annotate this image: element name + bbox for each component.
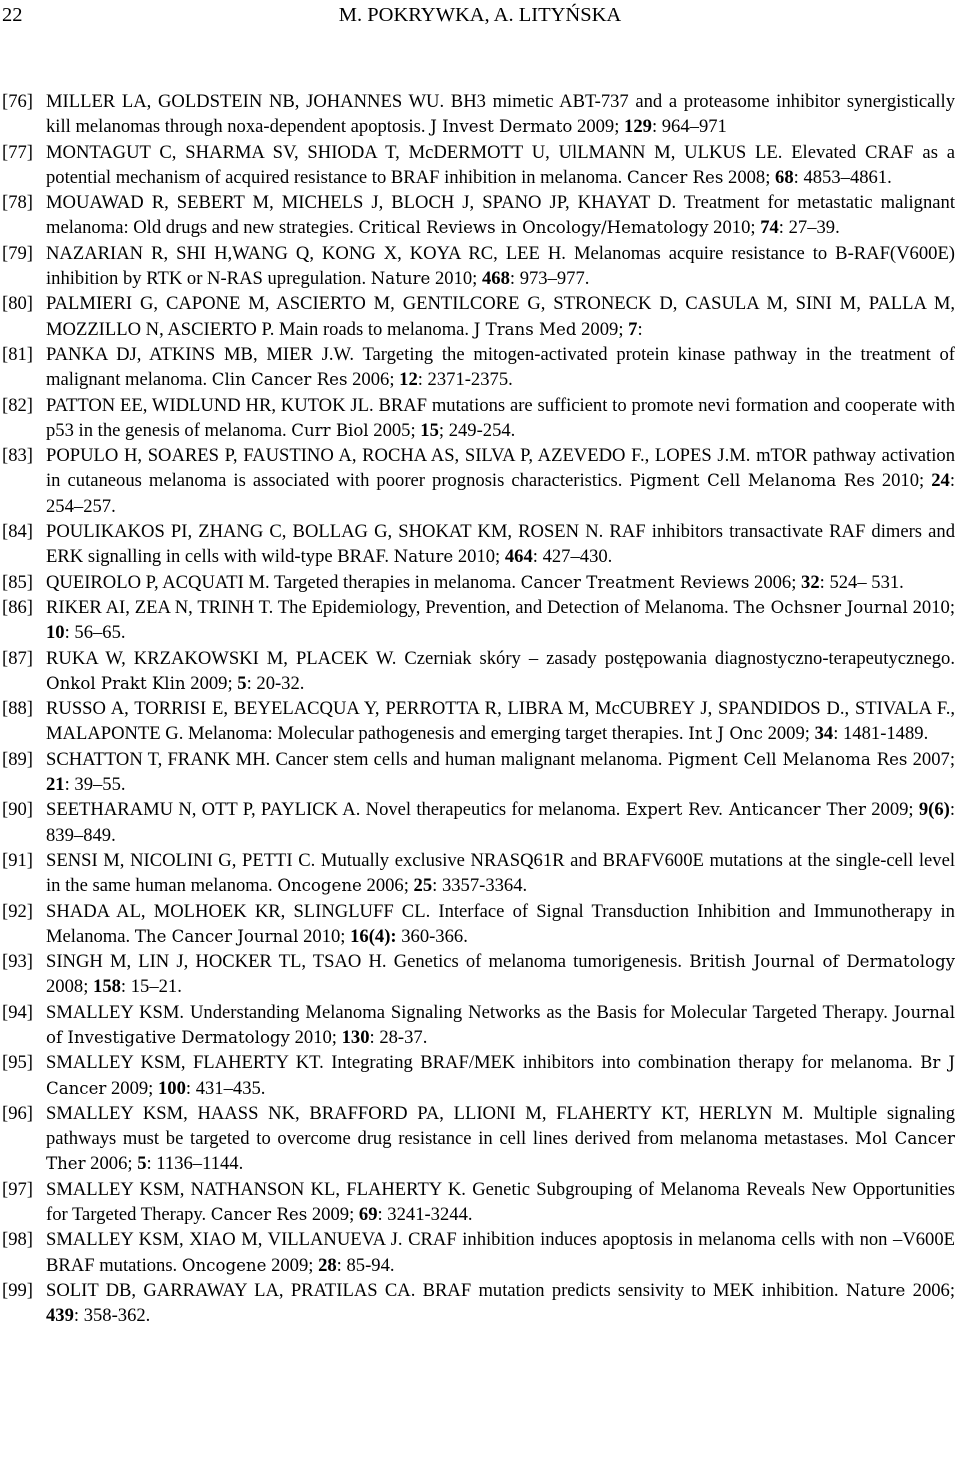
reference-year: 2010; bbox=[912, 596, 955, 618]
reference-title: BH3 mimetic ABT-737 and a proteasome inhibitor synergistically kill melanomas through noxa-dependent apoptosis. bbox=[46, 91, 955, 138]
reference-pages: : 2371-2375. bbox=[417, 369, 513, 391]
reference-number: [80] bbox=[2, 293, 33, 315]
reference-number: [77] bbox=[2, 141, 33, 163]
reference-volume: 130 bbox=[341, 1026, 370, 1048]
reference-number: [92] bbox=[2, 900, 33, 922]
reference-title: The Epidemiology, Prevention, and Detection of Melanoma. bbox=[277, 596, 729, 618]
reference-number: [90] bbox=[2, 799, 33, 821]
reference-volume: 21 bbox=[46, 774, 65, 796]
reference-volume: 74 bbox=[760, 217, 779, 239]
reference-authors: SHADA AL, MOLHOEK KR, SLINGLUFF CL. bbox=[46, 900, 431, 922]
reference-title: mTOR pathway activation in cutaneous melanoma is associated with poorer prognosis characteristics. bbox=[46, 445, 955, 492]
reference-authors: PALMIERI G, CAPONE M, ASCIERTO M, GENTILCORE G, STRONECK D, CASULA M, SINI M, PALLA M, MOZZILLO N, ASCIERTO P. bbox=[46, 293, 955, 340]
reference-journal: J Invest Dermato bbox=[430, 117, 573, 137]
reference-entry bbox=[0, 570, 955, 595]
reference-pages: : 3357-3364. bbox=[432, 875, 528, 897]
reference-entry bbox=[0, 949, 955, 1000]
reference-entry bbox=[0, 1278, 955, 1329]
reference-year: 2007; bbox=[912, 748, 955, 770]
reference-title: Cancer stem cells and human malignant melanoma. bbox=[275, 748, 663, 770]
reference-pages: : 427–430. bbox=[532, 546, 613, 568]
reference-pages: 360-366. bbox=[396, 925, 468, 947]
reference-title: Understanding Melanoma Signaling Networks as the Basis for Molecular Targeted Therapy. bbox=[190, 1001, 888, 1023]
reference-journal: Mol Cancer Ther bbox=[46, 1129, 955, 1174]
reference-authors: SENSI M, NICOLINI G, PETTI C. bbox=[46, 849, 316, 871]
page-number: 22 bbox=[2, 4, 23, 26]
reference-year: 2006; bbox=[912, 1279, 955, 1301]
reference-pages: : 254–257. bbox=[46, 470, 956, 517]
reference-entry bbox=[0, 140, 955, 191]
reference-number: [91] bbox=[2, 849, 33, 871]
reference-number: [85] bbox=[2, 571, 33, 593]
reference-volume: 9(6) bbox=[918, 799, 950, 821]
reference-journal: Br J Cancer bbox=[46, 1053, 955, 1098]
reference-title: Targeting the mitogen-activated protein kinase pathway in the treatment of malignant melanoma. bbox=[46, 343, 956, 391]
reference-journal: Clin Cancer Res bbox=[211, 370, 348, 390]
reference-journal: Int J Onc bbox=[688, 724, 763, 744]
reference-title: Treatment for metastatic malignant melanoma: Old drugs and new strategies. bbox=[46, 192, 955, 239]
reference-title: Melanomas acquire resistance to B-RAF(V600E) inhibition by RTK or N-RAS upregulation. bbox=[46, 242, 955, 290]
reference-pages: : 15–21. bbox=[120, 976, 182, 998]
reference-volume: 7 bbox=[628, 318, 638, 340]
reference-volume: 28 bbox=[318, 1254, 337, 1276]
reference-volume: 24 bbox=[931, 470, 950, 492]
reference-year: 2008; bbox=[728, 166, 771, 188]
reference-number: [84] bbox=[2, 521, 33, 543]
reference-journal: Pigment Cell Melanoma Res bbox=[667, 749, 908, 769]
reference-authors: SINGH M, LIN J, HOCKER TL, TSAO H. bbox=[46, 951, 387, 973]
reference-volume: 12 bbox=[399, 369, 418, 391]
reference-year: 2010; bbox=[713, 217, 756, 239]
reference-authors: PATTON EE, WIDLUND HR, KUTOK JL. bbox=[46, 394, 374, 416]
reference-journal: Nature bbox=[370, 269, 431, 289]
reference-year: 2009; bbox=[581, 318, 624, 340]
reference-year: 2005; bbox=[373, 419, 416, 441]
reference-year: 2009; bbox=[577, 116, 620, 138]
reference-pages: : 964–971 bbox=[651, 116, 727, 138]
header-authors: M. POKRYWKA, A. LITYŃSKA bbox=[338, 4, 622, 26]
reference-entry bbox=[0, 696, 955, 747]
reference-volume: 129 bbox=[624, 116, 652, 138]
reference-authors: SMALLEY KSM, XIAO M, VILLANUEVA J. bbox=[46, 1229, 403, 1251]
reference-journal: The Ochsner Journal bbox=[733, 597, 908, 617]
reference-title: Main roads to melanoma. bbox=[279, 318, 470, 340]
reference-pages: : 1481-1489. bbox=[833, 723, 929, 745]
reference-volume: 34 bbox=[814, 723, 834, 745]
reference-entry bbox=[0, 190, 955, 241]
reference-entry bbox=[0, 1227, 955, 1278]
reference-title: Genetic Subgrouping of Melanoma Reveals New Opportunities for Targeted Therapy. bbox=[46, 1178, 955, 1226]
reference-year: 2006; bbox=[366, 875, 409, 897]
reference-journal: Cancer Treatment Reviews bbox=[520, 572, 750, 592]
reference-volume: 5 bbox=[237, 672, 247, 694]
reference-journal: Pigment Cell Melanoma Res bbox=[629, 471, 875, 491]
reference-title: Mutually exclusive NRASQ61R and BRAFV600E mutations at the single-cell level in the same human melanoma. bbox=[46, 849, 956, 897]
reference-title: Novel therapeutics for melanoma. bbox=[365, 799, 621, 821]
reference-title: Elevated CRAF as a potential mechanism of acquired resistance to BRAF inhibition in melanoma. bbox=[46, 141, 955, 188]
reference-pages: : bbox=[637, 318, 643, 340]
reference-pages: ; 249-254. bbox=[438, 419, 516, 441]
reference-volume: 5 bbox=[137, 1153, 147, 1175]
reference-title: Multiple signaling pathways must be targeted to overcome drug resistance in cell lines derived from melanoma metastases. bbox=[46, 1102, 955, 1150]
reference-journal: Expert Rev. Anticancer Ther bbox=[625, 800, 866, 820]
reference-year: 2009; bbox=[110, 1077, 154, 1099]
reference-entry bbox=[0, 1000, 955, 1051]
reference-number: [99] bbox=[2, 1279, 33, 1301]
reference-entry bbox=[0, 797, 955, 848]
reference-journal: J Trans Med bbox=[473, 319, 577, 339]
reference-entry bbox=[0, 899, 955, 950]
reference-number: [89] bbox=[2, 748, 33, 770]
reference-authors: SMALLEY KSM, FLAHERTY KT. bbox=[46, 1052, 324, 1074]
running-header bbox=[0, 1, 960, 29]
reference-pages: : 524– 531. bbox=[819, 571, 904, 593]
reference-journal: Oncogene bbox=[181, 1255, 267, 1275]
reference-pages: : 56–65. bbox=[64, 622, 126, 644]
reference-entry bbox=[0, 342, 955, 393]
reference-pages: : 85-94. bbox=[336, 1254, 395, 1276]
reference-authors: POULIKAKOS PI, ZHANG C, BOLLAG G, SHOKAT KM, ROSEN N. bbox=[46, 521, 604, 543]
reference-journal: Critical Reviews in Oncology/Hematology bbox=[358, 218, 709, 238]
reference-authors: QUEIROLO P, ACQUATI M. bbox=[46, 571, 270, 593]
reference-entry bbox=[0, 646, 955, 697]
reference-title: Czerniak skóry – zasady postępowania diagnostyczno-terapeutycznego. bbox=[404, 647, 955, 669]
reference-pages: : 358-362. bbox=[73, 1305, 151, 1327]
reference-journal: Curr Biol bbox=[291, 420, 369, 440]
reference-entry bbox=[0, 1101, 955, 1177]
reference-year: 2006; bbox=[352, 369, 395, 391]
reference-journal: Onkol Prakt Klin bbox=[46, 673, 186, 693]
reference-volume: 25 bbox=[413, 875, 433, 897]
reference-pages: : 28-37. bbox=[369, 1026, 428, 1048]
reference-year: 2010; bbox=[434, 268, 478, 290]
reference-pages: : 431–435. bbox=[185, 1077, 266, 1099]
reference-authors: SMALLEY KSM, HAASS NK, BRAFFORD PA, LLIONI M, FLAHERTY KT, HERLYN M. bbox=[46, 1102, 804, 1124]
reference-volume: 68 bbox=[775, 166, 794, 188]
reference-authors: SMALLEY KSM. bbox=[46, 1001, 185, 1023]
reference-year: 2010; bbox=[303, 925, 346, 947]
reference-authors: RIKER AI, ZEA N, TRINH T. bbox=[46, 596, 274, 618]
reference-number: [83] bbox=[2, 445, 33, 467]
reference-year: 2006; bbox=[90, 1153, 133, 1175]
reference-entry bbox=[0, 241, 955, 292]
reference-pages: : 27–39. bbox=[778, 217, 840, 239]
reference-pages: : 3241-3244. bbox=[377, 1204, 473, 1226]
reference-entry bbox=[0, 848, 955, 899]
reference-authors: SMALLEY KSM, NATHANSON KL, FLAHERTY K. bbox=[46, 1178, 466, 1200]
reference-number: [94] bbox=[2, 1001, 33, 1023]
reference-entry bbox=[0, 89, 955, 140]
reference-entry bbox=[0, 1177, 955, 1228]
reference-volume: 464 bbox=[504, 546, 533, 568]
reference-volume: 16(4): bbox=[350, 925, 397, 947]
reference-title: BRAF mutation predicts sensivity to MEK inhibition. bbox=[422, 1279, 839, 1301]
reference-title: Integrating BRAF/MEK inhibitors into combination therapy for melanoma. bbox=[331, 1052, 913, 1074]
reference-year: 2006; bbox=[754, 571, 797, 593]
reference-entry bbox=[0, 443, 955, 519]
reference-volume: 439 bbox=[46, 1305, 74, 1327]
reference-volume: 158 bbox=[93, 976, 121, 998]
reference-volume: 15 bbox=[420, 419, 439, 441]
reference-year: 2009; bbox=[767, 723, 810, 745]
reference-year: 2008; bbox=[46, 976, 89, 998]
reference-authors: POPULO H, SOARES P, FAUSTINO A, ROCHA AS, SILVA P, AZEVEDO F., LOPES J.M. bbox=[46, 445, 751, 467]
reference-year: 2009; bbox=[311, 1204, 355, 1226]
reference-number: [93] bbox=[2, 951, 33, 973]
reference-entry bbox=[0, 393, 955, 444]
reference-entry bbox=[0, 519, 955, 570]
reference-entry bbox=[0, 291, 955, 342]
reference-authors: SEETHARAMU N, OTT P, PAYLICK A. bbox=[46, 799, 361, 821]
reference-number: [88] bbox=[2, 698, 33, 720]
reference-journal: Cancer Res bbox=[626, 167, 724, 187]
reference-entry bbox=[0, 747, 955, 798]
reference-year: 2010; bbox=[294, 1026, 337, 1048]
reference-pages: : 973–977. bbox=[509, 268, 590, 290]
reference-volume: 69 bbox=[358, 1204, 378, 1226]
reference-number: [76] bbox=[2, 91, 33, 112]
reference-entry bbox=[0, 595, 955, 646]
reference-journal: British Journal of Dermatology bbox=[689, 952, 956, 972]
reference-number: [86] bbox=[2, 596, 33, 618]
reference-pages: : 20-32. bbox=[246, 672, 305, 694]
reference-authors: SOLIT DB, GARRAWAY LA, PRATILAS CA. bbox=[46, 1279, 416, 1301]
reference-number: [81] bbox=[2, 343, 33, 365]
reference-entry bbox=[0, 1050, 955, 1101]
reference-authors: MONTAGUT C, SHARMA SV, SHIODA T, McDERMOTT U, UlLMANN M, ULKUS LE. bbox=[46, 141, 783, 163]
reference-pages: : 839–849. bbox=[46, 799, 955, 846]
reference-number: [87] bbox=[2, 647, 33, 669]
reference-year: 2009; bbox=[271, 1254, 314, 1276]
reference-number: [97] bbox=[2, 1178, 33, 1200]
reference-journal: Journal of Investigative Dermatology bbox=[46, 1002, 956, 1047]
reference-title: RAF inhibitors transactivate RAF dimers and ERK signalling in cells with wild-type BRAF. bbox=[46, 521, 956, 568]
reference-journal: Nature bbox=[845, 1280, 906, 1300]
reference-title: Melanoma: Molecular pathogenesis and emerging target therapies. bbox=[188, 723, 684, 745]
reference-authors: SCHATTON T, FRANK MH. bbox=[46, 748, 271, 770]
reference-number: [98] bbox=[2, 1229, 33, 1251]
reference-title: CRAF inhibition induces apoptosis in melanoma cells with non –V600E BRAF mutations. bbox=[46, 1229, 956, 1276]
reference-journal: The Cancer Journal bbox=[134, 926, 299, 946]
reference-volume: 10 bbox=[46, 622, 65, 644]
reference-authors: RUSSO A, TORRISI E, BEYELACQUA Y, PERROTTA R, LIBRA M, McCUBREY J, SPANDIDOS D., STIVALA F., MALAPONTE G. bbox=[46, 698, 955, 745]
reference-year: 2009; bbox=[190, 672, 233, 694]
reference-volume: 32 bbox=[801, 571, 820, 593]
reference-year: 2010; bbox=[457, 546, 501, 568]
reference-number: [78] bbox=[2, 192, 33, 214]
reference-volume: 100 bbox=[158, 1077, 186, 1099]
reference-authors: MOUAWAD R, SEBERT M, MICHELS J, BLOCH J, SPANO JP, KHAYAT D. bbox=[46, 192, 677, 214]
reference-title: Genetics of melanoma tumorigenesis. bbox=[393, 951, 683, 973]
reference-journal: Oncogene bbox=[277, 876, 362, 896]
reference-authors: NAZARIAN R, SHI H,WANG Q, KONG X, KOYA RC, LEE H. bbox=[46, 242, 566, 264]
reference-number: [95] bbox=[2, 1052, 33, 1074]
reference-title: Targeted therapies in melanoma. bbox=[273, 571, 517, 593]
reference-authors: PANKA DJ, ATKINS MB, MIER J.W. bbox=[46, 343, 355, 365]
reference-volume: 468 bbox=[481, 268, 510, 290]
reference-pages: : 4853–4861. bbox=[793, 166, 892, 188]
reference-authors: MILLER LA, GOLDSTEIN NB, JOHANNES WU. bbox=[46, 91, 445, 112]
reference-number: [82] bbox=[2, 394, 33, 416]
reference-number: [96] bbox=[2, 1102, 33, 1124]
reference-pages: : 1136–1144. bbox=[146, 1153, 244, 1175]
reference-title: BRAF mutations are sufficient to promote nevi formation and cooperate with p53 in the genesis of melanoma. bbox=[46, 394, 955, 441]
reference-journal: Nature bbox=[393, 547, 454, 567]
reference-pages: : 39–55. bbox=[64, 774, 126, 796]
reference-journal: Cancer Res bbox=[210, 1205, 308, 1225]
reference-year: 2010; bbox=[881, 470, 925, 492]
reference-year: 2009; bbox=[871, 799, 914, 821]
reference-authors: RUKA W, KRZAKOWSKI M, PLACEK W. bbox=[46, 647, 397, 669]
reference-list bbox=[0, 89, 955, 1329]
reference-number: [79] bbox=[2, 242, 33, 264]
reference-title: Interface of Signal Transduction Inhibition and Immunotherapy in Melanoma. bbox=[46, 900, 955, 947]
